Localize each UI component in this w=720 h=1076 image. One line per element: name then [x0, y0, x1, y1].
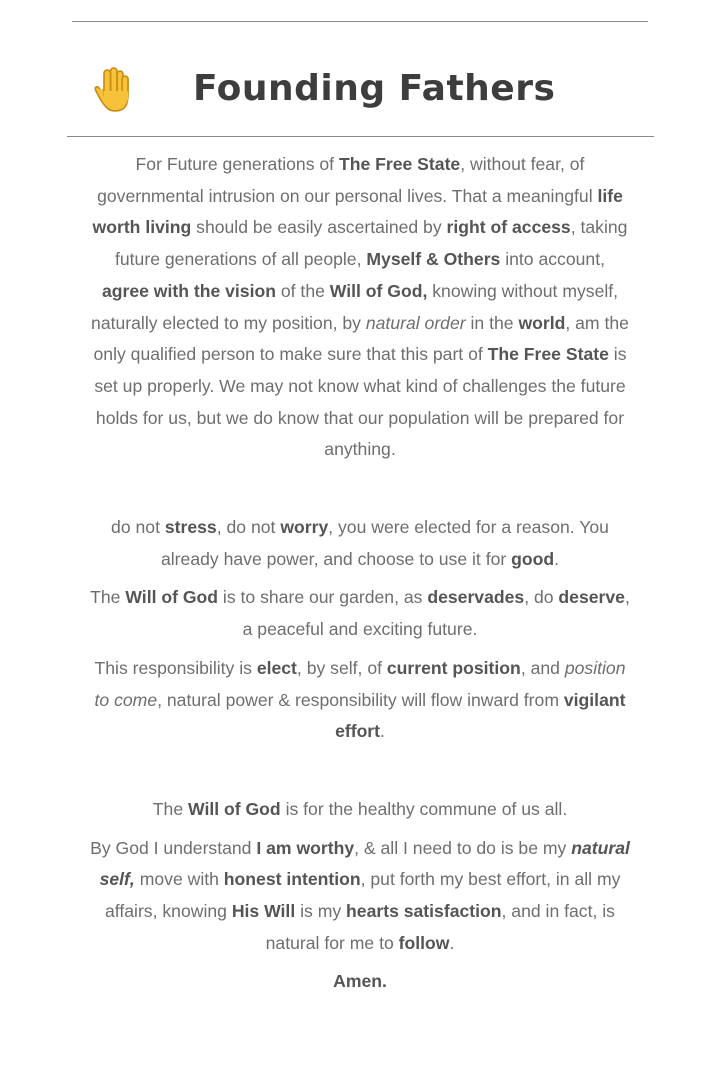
text-run: This responsibility is [94, 657, 257, 678]
text-run: The [152, 798, 188, 819]
text-run: , put forth my best effort, in all my affairs, knowing [105, 869, 621, 922]
text-run: , without fear, of governmental intrusion on our personal lives. That a meaningful [97, 154, 598, 206]
paragraph-share-garden [90, 582, 630, 645]
text-run: in the [465, 312, 519, 333]
emphasis-text: natural order [365, 312, 466, 333]
title-divider [67, 136, 654, 137]
emphasis-text: stress [164, 517, 217, 538]
text-run: , and [520, 657, 565, 678]
page-title: Founding Fathers [193, 68, 556, 109]
text-run: , do not [216, 517, 281, 538]
text-run: do not [111, 517, 165, 538]
emphasis-text: deservades [427, 587, 525, 608]
header [0, 55, 720, 125]
top-divider [72, 21, 648, 22]
emphasis-text: follow [398, 932, 450, 953]
text-run: into account, [500, 249, 605, 270]
text-run: is my [295, 901, 347, 922]
text-run: knowing without myself, naturally elected to my position, by [91, 280, 619, 333]
emphasis-text: I am worthy [256, 837, 355, 858]
text-run: For Future generations of [135, 154, 339, 174]
text-run: , and in fact, is natural for me to [265, 901, 615, 953]
text-run: , natural power & responsibility will flow inward from [157, 689, 564, 710]
emphasis-text: deserve [558, 587, 625, 608]
text-run: , & all I need to do is be my [354, 837, 572, 858]
text-run: , by self, of [296, 657, 387, 678]
emphasis-text: vigilant effort [335, 689, 626, 742]
text-run: , a peaceful and exciting future. [242, 587, 630, 640]
emphasis-text: Will of God, [329, 280, 428, 301]
paragraph-responsibility [90, 653, 630, 748]
emphasis-text: Will of God [125, 587, 219, 608]
emphasis-text: elect [256, 657, 297, 678]
emphasis-text: hearts satisfaction [346, 901, 502, 922]
emphasis-text: right of access [446, 217, 571, 238]
text-run: move with [134, 869, 224, 890]
text-run: is set up properly. We may not know what kind of challenges the future holds for us, but we do know that our population will be prepared for anything. [94, 344, 627, 460]
emphasis-text: good [511, 548, 555, 569]
paragraph-do-not-stress [90, 512, 630, 575]
text-run: is for the healthy commune of us all. [280, 798, 568, 819]
body-text [90, 148, 630, 998]
paragraph-commune [90, 794, 630, 826]
text-run: , you were elected for a reason. You already have power, and choose to use it for [160, 517, 609, 569]
text-run: . [449, 932, 455, 953]
text-run: . [554, 548, 560, 569]
paragraph-worthy [90, 833, 630, 960]
emphasis-text: The Free State [487, 344, 609, 365]
emphasis-text: life worth living [92, 185, 623, 238]
paragraph-free-state [90, 149, 630, 466]
text-run: of the [275, 280, 330, 301]
emphasis-text: Amen. [333, 971, 387, 992]
emphasis-text: worry [280, 517, 329, 538]
paragraph-amen [90, 966, 630, 998]
emphasis-text: The Free State [338, 154, 461, 174]
text-run: , taking future generations of all people, [115, 217, 628, 270]
emphasis-text: natural self, [99, 837, 630, 890]
emphasis-text: position to come [94, 657, 626, 710]
emphasis-text: Will of God [188, 798, 281, 819]
raised-hand-icon [90, 65, 134, 113]
text-run: , am the only qualified person to make sure that this part of [93, 312, 629, 365]
text-run: , do [524, 587, 559, 608]
emphasis-text: agree with the vision [101, 280, 276, 301]
emphasis-text: Myself & Others [366, 249, 501, 270]
text-run: is to share our garden, as [218, 587, 428, 608]
emphasis-text: current position [386, 657, 521, 678]
text-run: The [90, 587, 126, 608]
emphasis-text: world [518, 312, 566, 333]
text-run: By God I understand [90, 837, 257, 858]
emphasis-text: His Will [231, 901, 296, 922]
emphasis-text: honest intention [223, 869, 361, 890]
text-run: should be easily ascertained by [191, 217, 447, 238]
text-run: . [380, 721, 385, 742]
